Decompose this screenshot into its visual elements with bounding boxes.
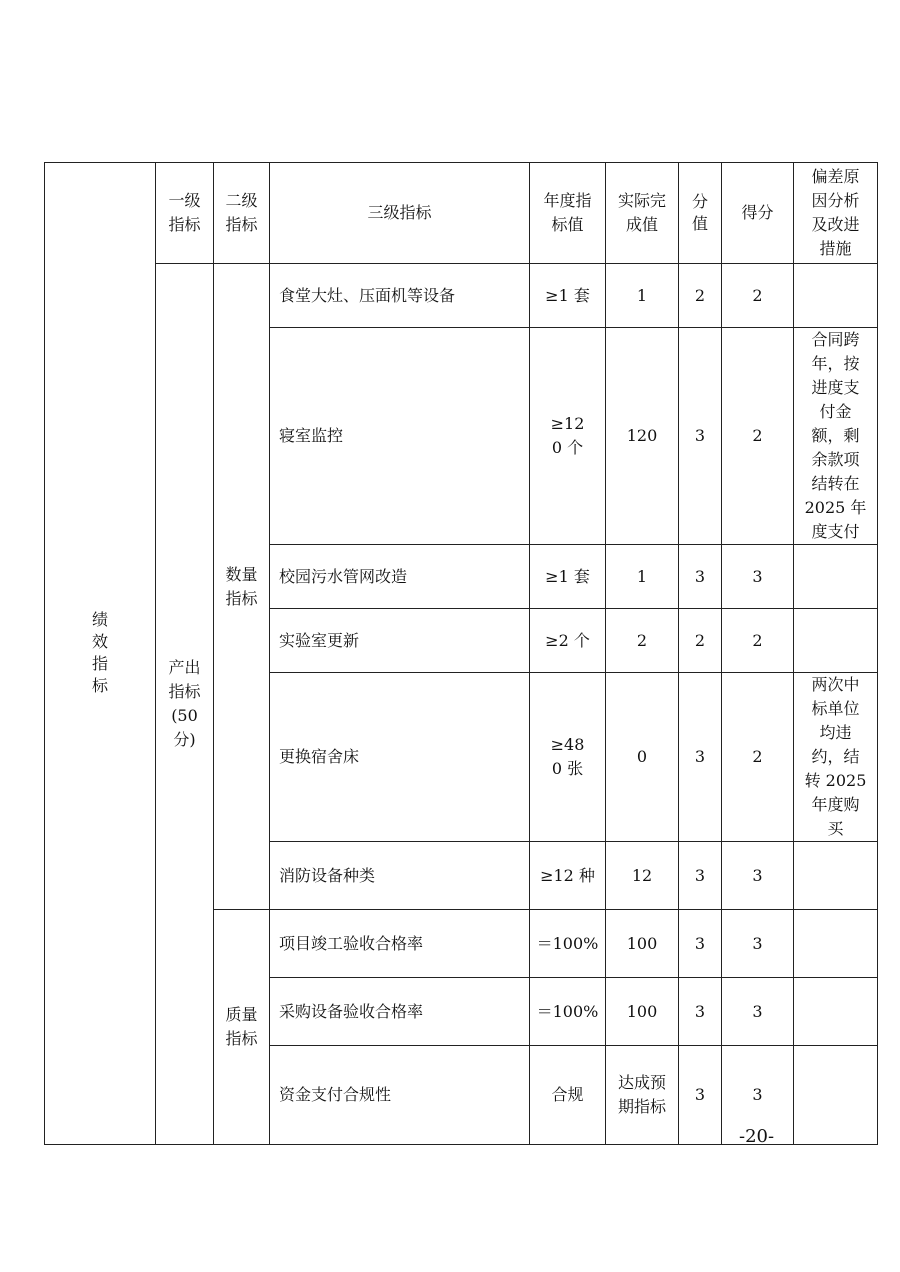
indicator-name: 项目竣工验收合格率: [270, 910, 530, 978]
reason-text: 两次中标单位均违约，结转 2025 年度购买: [794, 673, 878, 842]
score-value: 2: [722, 328, 794, 545]
score-value: 2: [722, 673, 794, 842]
actual-value: 达成预期指标: [606, 1046, 679, 1145]
target-value: ≥12 种: [530, 842, 606, 910]
reason-text: [794, 609, 878, 673]
weight-value: 3: [679, 1046, 722, 1145]
score-value: 3: [722, 1046, 794, 1145]
score-value: 3: [722, 842, 794, 910]
score-value: 3: [722, 910, 794, 978]
target-value: ＝100%: [530, 978, 606, 1046]
header-row: [45, 163, 878, 264]
reason-text: [794, 264, 878, 328]
table-row: [45, 264, 878, 328]
actual-value: 100: [606, 978, 679, 1046]
actual-value: 0: [606, 673, 679, 842]
actual-value: 2: [606, 609, 679, 673]
header-weight: 分值: [679, 163, 722, 264]
score-value: 2: [722, 264, 794, 328]
reason-text: [794, 910, 878, 978]
weight-value: 3: [679, 910, 722, 978]
level2-group-quality: 质量指标: [214, 910, 270, 1145]
indicator-name: 资金支付合规性: [270, 1046, 530, 1145]
weight-value: 3: [679, 328, 722, 545]
target-value: ≥2 个: [530, 609, 606, 673]
header-target: 年度指标值: [530, 163, 606, 264]
header-level3: 三级指标: [270, 163, 530, 264]
weight-value: 3: [679, 545, 722, 609]
header-level2: 二级指标: [214, 163, 270, 264]
level2-group-quantity: 数量指标: [214, 264, 270, 910]
indicator-name: 实验室更新: [270, 609, 530, 673]
header-actual: 实际完成值: [606, 163, 679, 264]
reason-text: [794, 545, 878, 609]
target-value: 合规: [530, 1046, 606, 1145]
header-reason: 偏差原因分析及改进措施: [794, 163, 878, 264]
weight-value: 2: [679, 264, 722, 328]
page-number: -20-: [739, 1126, 775, 1147]
header-score: 得分: [722, 163, 794, 264]
actual-value: 1: [606, 264, 679, 328]
target-value: ≥120 个: [530, 328, 606, 545]
indicator-name: 食堂大灶、压面机等设备: [270, 264, 530, 328]
header-level1: 一级指标: [156, 163, 214, 264]
actual-value: 120: [606, 328, 679, 545]
level1-group-cell: 产出指标(50分): [156, 264, 214, 1145]
score-value: 2: [722, 609, 794, 673]
target-value: ≥1 套: [530, 264, 606, 328]
weight-value: 3: [679, 673, 722, 842]
indicator-name: 消防设备种类: [270, 842, 530, 910]
reason-text: [794, 978, 878, 1046]
score-value: 3: [722, 978, 794, 1046]
category-cell: 绩效指标: [45, 163, 156, 1145]
target-value: ≥1 套: [530, 545, 606, 609]
weight-value: 3: [679, 842, 722, 910]
indicator-name: 校园污水管网改造: [270, 545, 530, 609]
reason-text: [794, 1046, 878, 1145]
actual-value: 1: [606, 545, 679, 609]
indicator-name: 寝室监控: [270, 328, 530, 545]
indicator-name: 更换宿舍床: [270, 673, 530, 842]
actual-value: 12: [606, 842, 679, 910]
actual-value: 100: [606, 910, 679, 978]
target-value: ≥480 张: [530, 673, 606, 842]
reason-text: [794, 842, 878, 910]
target-value: ＝100%: [530, 910, 606, 978]
weight-value: 2: [679, 609, 722, 673]
performance-indicator-table: [44, 162, 878, 1145]
reason-text: 合同跨年，按进度支付金额，剩余款项结转在 2025 年度支付: [794, 328, 878, 545]
indicator-name: 采购设备验收合格率: [270, 978, 530, 1046]
weight-value: 3: [679, 978, 722, 1046]
score-value: 3: [722, 545, 794, 609]
